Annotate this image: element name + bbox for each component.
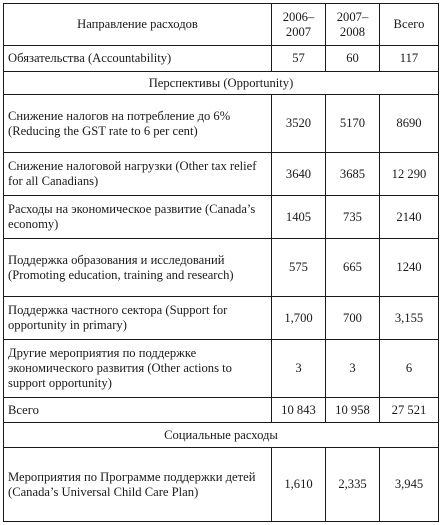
row-value-year-1: 3640 — [272, 153, 326, 196]
table-row — [4, 153, 439, 196]
table-row — [4, 46, 439, 72]
header-direction: Направление расходов — [4, 4, 272, 46]
row-value-year-2: 735 — [326, 196, 380, 239]
table-row — [4, 448, 439, 522]
row-value-year-2: 3685 — [326, 153, 380, 196]
row-label: Обязательства (Accountability) — [4, 46, 272, 72]
row-value-year-1: 3520 — [272, 95, 326, 153]
row-label: Расходы на экономическое развитие (Canada’s economy) — [4, 196, 272, 239]
row-value-total: 1240 — [380, 239, 439, 297]
row-value-year-2: 60 — [326, 46, 380, 72]
row-value-total: 117 — [380, 46, 439, 72]
budget-table — [3, 3, 439, 522]
row-value-year-1: 1,610 — [272, 448, 326, 522]
row-value-total: 6 — [380, 340, 439, 398]
header-row — [4, 4, 439, 46]
section-row — [4, 423, 439, 448]
row-value-year-1: 575 — [272, 239, 326, 297]
row-value-year-1: 10 843 — [272, 398, 326, 423]
row-value-year-1: 57 — [272, 46, 326, 72]
row-value-year-1: 1405 — [272, 196, 326, 239]
table-row — [4, 239, 439, 297]
row-label: Другие мероприятия по поддержке экономического развития (Other actions to support opportunity) — [4, 340, 272, 398]
row-value-year-2: 5170 — [326, 95, 380, 153]
row-value-year-1: 1,700 — [272, 297, 326, 340]
row-label: Поддержка образования и исследований (Promoting education, training and research) — [4, 239, 272, 297]
row-value-total: 3,945 — [380, 448, 439, 522]
section-title: Перспективы (Opportunity) — [4, 72, 439, 95]
row-label: Снижение налоговой нагрузки (Other tax relief for all Canadians) — [4, 153, 272, 196]
row-value-year-2: 10 958 — [326, 398, 380, 423]
section-title: Социальные расходы — [4, 423, 439, 448]
row-value-year-1: 3 — [272, 340, 326, 398]
row-label: Всего — [4, 398, 272, 423]
header-total: Всего — [380, 4, 439, 46]
row-label: Поддержка частного сектора (Support for opportunity in primary) — [4, 297, 272, 340]
table-row — [4, 340, 439, 398]
header-year-1: 2006–2007 — [272, 4, 326, 46]
row-label: Мероприятия по Программе поддержки детей (Canada’s Universal Child Care Plan) — [4, 448, 272, 522]
row-value-year-2: 700 — [326, 297, 380, 340]
row-value-total: 27 521 — [380, 398, 439, 423]
row-value-year-2: 2,335 — [326, 448, 380, 522]
table-row — [4, 297, 439, 340]
row-value-total: 8690 — [380, 95, 439, 153]
table-row — [4, 196, 439, 239]
row-value-total: 2140 — [380, 196, 439, 239]
total-row — [4, 398, 439, 423]
header-year-2: 2007–2008 — [326, 4, 380, 46]
row-label: Снижение налогов на потребление до 6% (Reducing the GST rate to 6 per cent) — [4, 95, 272, 153]
row-value-total: 12 290 — [380, 153, 439, 196]
section-row — [4, 72, 439, 95]
row-value-year-2: 665 — [326, 239, 380, 297]
table-row — [4, 95, 439, 153]
row-value-total: 3,155 — [380, 297, 439, 340]
row-value-year-2: 3 — [326, 340, 380, 398]
